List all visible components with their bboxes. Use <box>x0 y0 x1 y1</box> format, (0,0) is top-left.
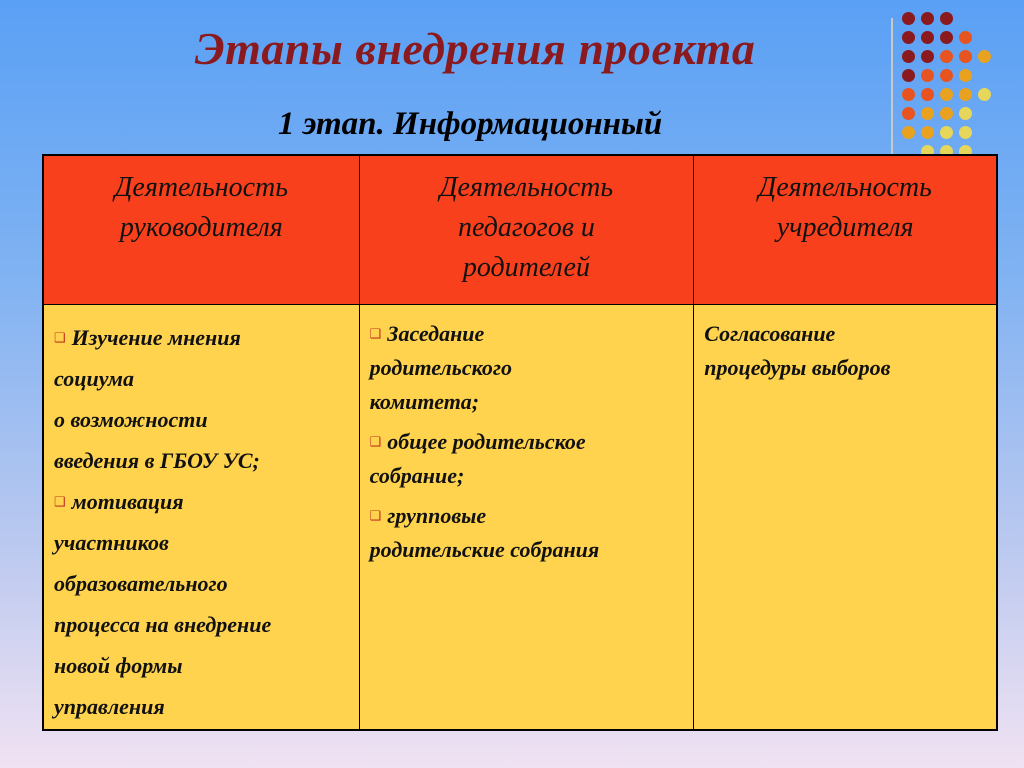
list-item-text: участников <box>54 530 169 555</box>
list-item-text: о возможности <box>54 407 208 432</box>
stages-table <box>42 154 998 731</box>
checkbox-bullet-icon: ❑ <box>54 330 66 345</box>
cell-founder-activities <box>694 305 997 731</box>
list-item-text: управления <box>54 694 165 719</box>
header-line: Деятельность <box>114 172 289 203</box>
list-item <box>54 604 349 645</box>
decorative-dot <box>940 50 953 63</box>
decorative-dot <box>921 12 934 25</box>
slide-subtitle: 1 этап. Информационный <box>278 106 663 142</box>
checkbox-bullet-icon: ❑ <box>369 434 382 449</box>
decorative-dot <box>921 107 934 120</box>
decorative-dot <box>902 12 915 25</box>
list-item-text: социума <box>54 366 134 391</box>
decorative-dot <box>902 107 915 120</box>
list-item <box>54 358 349 399</box>
decorative-dot <box>921 88 934 101</box>
header-line: педагогов и <box>457 212 595 243</box>
list-item-text: образовательного <box>54 571 228 596</box>
decorative-dot <box>940 69 953 82</box>
decorative-dot <box>940 88 953 101</box>
decorative-dot <box>959 126 972 139</box>
decorative-dot <box>940 31 953 44</box>
list-item-text: Заседание <box>387 321 485 346</box>
list-item <box>54 481 349 522</box>
list-item-text: введения в ГБОУ УС; <box>54 448 260 473</box>
list-item <box>54 522 349 563</box>
list-item-text: новой формы <box>54 653 183 678</box>
divider-line <box>891 18 893 158</box>
checkbox-bullet-icon: ❑ <box>54 494 66 509</box>
list-item <box>54 440 349 481</box>
list-item-text: родительского <box>369 355 513 380</box>
list-item <box>370 425 684 493</box>
list-item <box>54 317 349 358</box>
decorative-dot <box>959 31 972 44</box>
cell-teachers-parents-activities <box>359 305 694 731</box>
header-line: руководителя <box>119 212 283 243</box>
decorative-dot <box>921 126 934 139</box>
decorative-dot <box>902 88 915 101</box>
header-director <box>43 155 359 305</box>
decorative-dot <box>940 126 953 139</box>
decorative-dot <box>921 31 934 44</box>
decorative-dot <box>902 31 915 44</box>
list-item-text: групповые <box>387 503 487 528</box>
list-item-text: комитета; <box>369 389 480 414</box>
list-item <box>54 686 349 727</box>
list-item <box>370 317 684 419</box>
header-line: родителей <box>462 252 590 283</box>
decorative-dot <box>902 69 915 82</box>
decorative-dot <box>959 107 972 120</box>
list-item <box>54 399 349 440</box>
header-teachers-parents <box>359 155 694 305</box>
list-item-text: процедуры выборов <box>704 355 891 380</box>
decorative-dot-grid <box>902 12 1022 162</box>
slide-title: Этапы внедрения проекта <box>194 23 756 74</box>
list-item <box>370 499 684 567</box>
decorative-dot <box>940 12 953 25</box>
header-line: учредителя <box>776 212 914 243</box>
decorative-dot <box>959 88 972 101</box>
checkbox-bullet-icon: ❑ <box>369 508 382 523</box>
header-line: Деятельность <box>758 172 932 203</box>
cell-director-activities <box>43 305 359 731</box>
table-header-row <box>43 155 997 305</box>
list-item-text: собрание; <box>369 463 465 488</box>
header-line: Деятельность <box>439 172 614 203</box>
decorative-dot <box>959 50 972 63</box>
list-item-text: общее родительское <box>387 429 586 454</box>
list-item-text: Изучение мнения <box>71 325 241 350</box>
list-item-text: мотивация <box>71 489 184 514</box>
list-item-text: Согласование <box>704 321 836 346</box>
decorative-dot <box>902 50 915 63</box>
list-item-text: родительские собрания <box>369 537 600 562</box>
list-item-text: процесса на внедрение <box>54 612 272 637</box>
decorative-dot <box>978 50 991 63</box>
table-body-row <box>43 305 997 731</box>
decorative-dot <box>921 50 934 63</box>
decorative-dot <box>959 69 972 82</box>
decorative-dot <box>921 69 934 82</box>
decorative-dot <box>940 107 953 120</box>
list-item <box>54 563 349 604</box>
decorative-dot <box>978 88 991 101</box>
checkbox-bullet-icon: ❑ <box>369 326 382 341</box>
decorative-dot <box>902 126 915 139</box>
header-founder <box>694 155 997 305</box>
list-item <box>54 645 349 686</box>
